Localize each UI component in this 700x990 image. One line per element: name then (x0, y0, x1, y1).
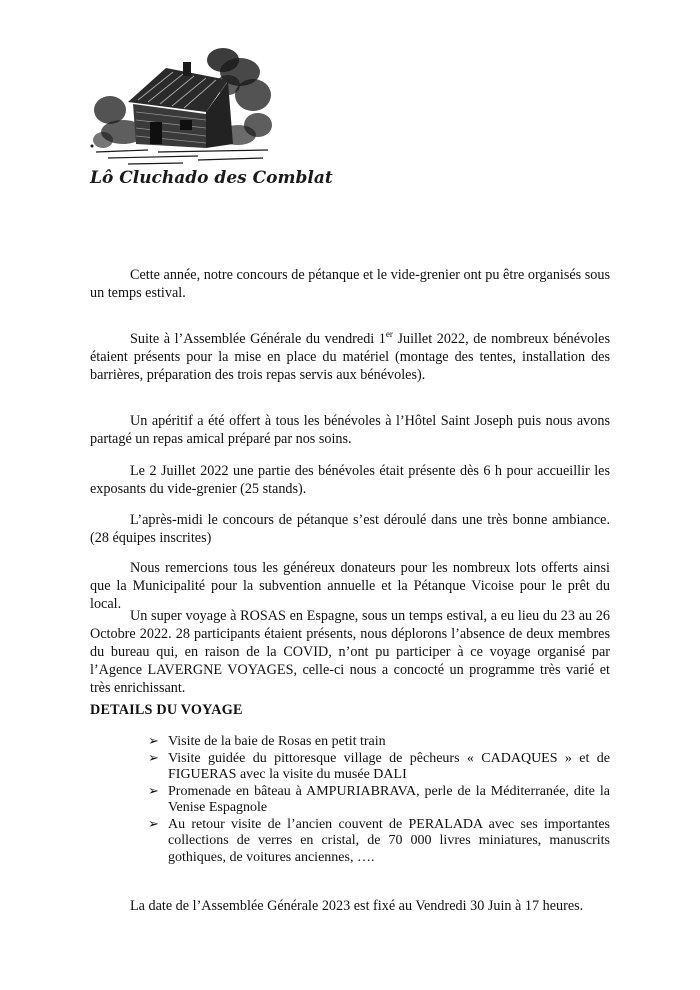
paragraph-assembly-end: Juillet 2022, de nombreux bénévoles étaient présents pour la mise en place du matériel (montage des tentes, installation des barrières, préparation des trois repas servis aux bénévoles). (90, 331, 610, 383)
paragraph-assembly (90, 330, 610, 384)
arrow-bullet-icon: ➢ (148, 816, 159, 832)
list-item-text: Visite guidée du pittoresque village de pêcheurs « CADAQUES » et de FIGUERAS avec la visite du musée DALI (168, 750, 610, 782)
paragraph-thanks: Nous remercions tous les généreux donateurs pour les nombreux lots offerts ainsi que la Municipalité pour la subvention annuelle et la Pétanque Vicoise pour le prêt du local. (90, 560, 610, 612)
paragraph-petanque: L’après-midi le concours de pétanque s’est déroulé dans une très bonne ambiance. (28 équipes inscrites) (90, 512, 610, 546)
list-item-text: Visite de la baie de Rosas en petit train (168, 734, 386, 749)
paragraph-intro: Cette année, notre concours de pétanque et le vide-grenier ont pu être organisés sous un temps estival. (90, 267, 610, 301)
arrow-bullet-icon: ➢ (148, 750, 159, 766)
list-item (148, 751, 610, 784)
list-item (148, 734, 610, 751)
trip-details-heading: DETAILS DU VOYAGE (90, 702, 243, 718)
paragraph-closing: La date de l’Assemblée Générale 2023 est fixé au Vendredi 30 Juin à 17 heures. (130, 898, 584, 914)
arrow-bullet-icon: ➢ (148, 783, 159, 799)
list-item (148, 784, 610, 817)
paragraph-trip: Un super voyage à ROSAS en Espagne, sous un temps estival, a eu lieu du 23 au 26 Octobre 2022. 28 participants étaient présents, nous déplorons l’absence de deux membres du bureau qui, en raison de la COVID, n’ont pu participer à ce voyage organisé par l’Agence LAVERGNE VOYAGES, celle-ci nous a concocté un programme très varié et très enrichissant. (90, 608, 610, 696)
ordinal-superscript: er (385, 329, 393, 339)
paragraph-assembly-start: Suite à l’Assemblée Générale du vendredi 1 (130, 331, 386, 347)
logo-title: Lô Cluchado des Comblat (90, 168, 333, 188)
list-item-text: Promenade en bâteau à AMPURIABRAVA, perle de la Méditerranée, dite la Venise Espagnole (168, 783, 610, 815)
paragraph-aperitif: Un apéritif a été offert à tous les bénévoles à l’Hôtel Saint Joseph puis nous avons partagé un repas amical préparé par nos soins. (90, 413, 610, 447)
trip-details-list (148, 734, 610, 866)
arrow-bullet-icon: ➢ (148, 734, 159, 749)
paragraph-vide-grenier: Le 2 Juillet 2022 une partie des bénévoles était présente dès 6 h pour accueillir les exposants du vide-grenier (25 stands). (90, 463, 610, 497)
list-item (148, 817, 610, 867)
list-item-text: Au retour visite de l’ancien couvent de PERALADA avec ses importantes collections de verres en cristal, de 70 000 livres miniatures, manuscrits gothiques, de voitures anciennes, …. (168, 816, 610, 865)
